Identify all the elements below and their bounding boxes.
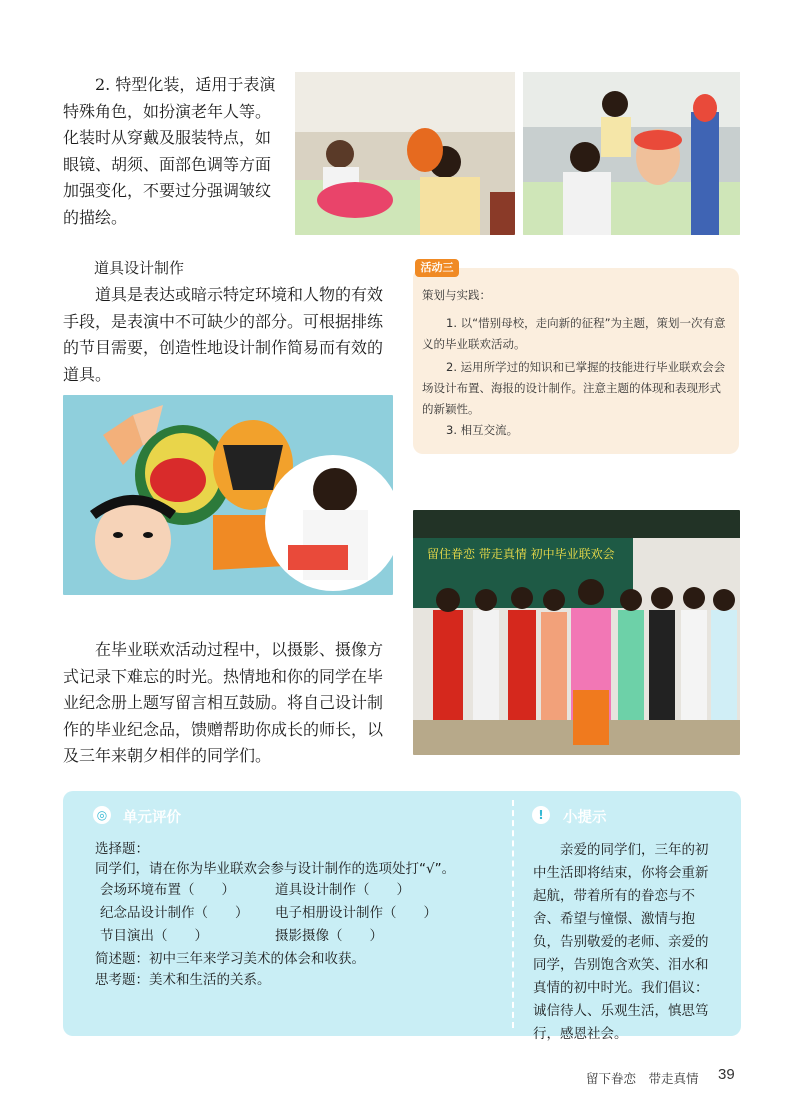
evaluation-thinking: 思考题：美术和生活的关系。 [95, 972, 271, 988]
option-e-album: 电子相册设计制作（ ） [275, 905, 437, 921]
page-number: 39 [718, 1066, 735, 1083]
photo-students-making-masks [295, 72, 515, 235]
option-props: 道具设计制作（ ） [275, 882, 410, 898]
option-photography: 摄影摄像（ ） [275, 928, 383, 944]
evaluation-short-answer: 简述题：初中三年来学习美术的体会和收获。 [95, 951, 365, 967]
memory-paragraph: 在毕业联欢活动过程中，以摄影、摄像方式记录下难忘的时光。热情地和你的同学在毕业纪念册上题写留言相互鼓励。将自己设计制作的毕业纪念品，馈赠帮助你成长的师长，以及三年来朝夕相伴的同学们。 [63, 640, 384, 765]
banner-text: 留住眷恋 带走真情 初中毕业联欢会 [427, 547, 615, 561]
activity-item-1: 1. 以“惜别母校，走向新的征程”为主题，策划一次有意义的毕业联欢活动。 [422, 316, 726, 351]
evaluation-instruction: 同学们，请在你为毕业联欢会参与设计制作的选项处打“√”。 [95, 861, 456, 877]
tips-title: 小提示 [563, 810, 607, 826]
props-paragraph: 道具是表达或暗示特定环境和人物的有效手段，是表演中不可缺少的部分。可根据排练的节目需要，创造性地设计制作简易而有效的道具。 [63, 285, 384, 384]
evaluation-choice-label: 选择题： [95, 841, 149, 857]
props-heading: 道具设计制作 [94, 259, 185, 277]
evaluation-title: 单元评价 [123, 810, 181, 826]
activity-item-2: 2. 运用所学过的知识和已掌握的技能进行毕业联欢会会场设计布置、海报的设计制作。注意主题的体现和表现形式的新颖性。 [422, 360, 726, 416]
option-performance: 节目演出（ ） [100, 928, 208, 944]
tips-text: 亲爱的同学们，三年的初中生活即将结束，你将会重新起航，带着所有的眷恋与不舍、希望与憧憬、激情与抱负，告别敬爱的老师、亲爱的同学，告别饱含欢笑、泪水和真情的初中时光。我们倡议：诚信待人、乐观生活，慎思笃行，感恩社会。 [533, 842, 709, 1042]
globe-icon: ◎ [93, 806, 111, 824]
photo-student-wearing-mask [523, 72, 740, 235]
photo-mask-collage [63, 395, 393, 595]
activity-item-3: 3. 相互交流。 [446, 423, 519, 437]
running-title: 留下眷恋 带走真情 [586, 1071, 699, 1086]
option-souvenir: 纪念品设计制作（ ） [100, 905, 249, 921]
lightbulb-icon: ! [532, 806, 550, 824]
makeup-paragraph: 2. 特型化装，适用于表演特殊角色，如扮演老年人等。化装时从穿戴及服装特点，如眼镜、胡须、面部色调等方面加强变化，不要过分强调皱纹的描绘。 [63, 75, 276, 227]
activity-tag: 活动三 [415, 259, 459, 277]
photo-graduation-party [413, 510, 740, 755]
panel-divider [512, 800, 514, 1028]
activity-title: 策划与实践： [422, 288, 491, 302]
option-venue: 会场环境布置（ ） [100, 882, 235, 898]
